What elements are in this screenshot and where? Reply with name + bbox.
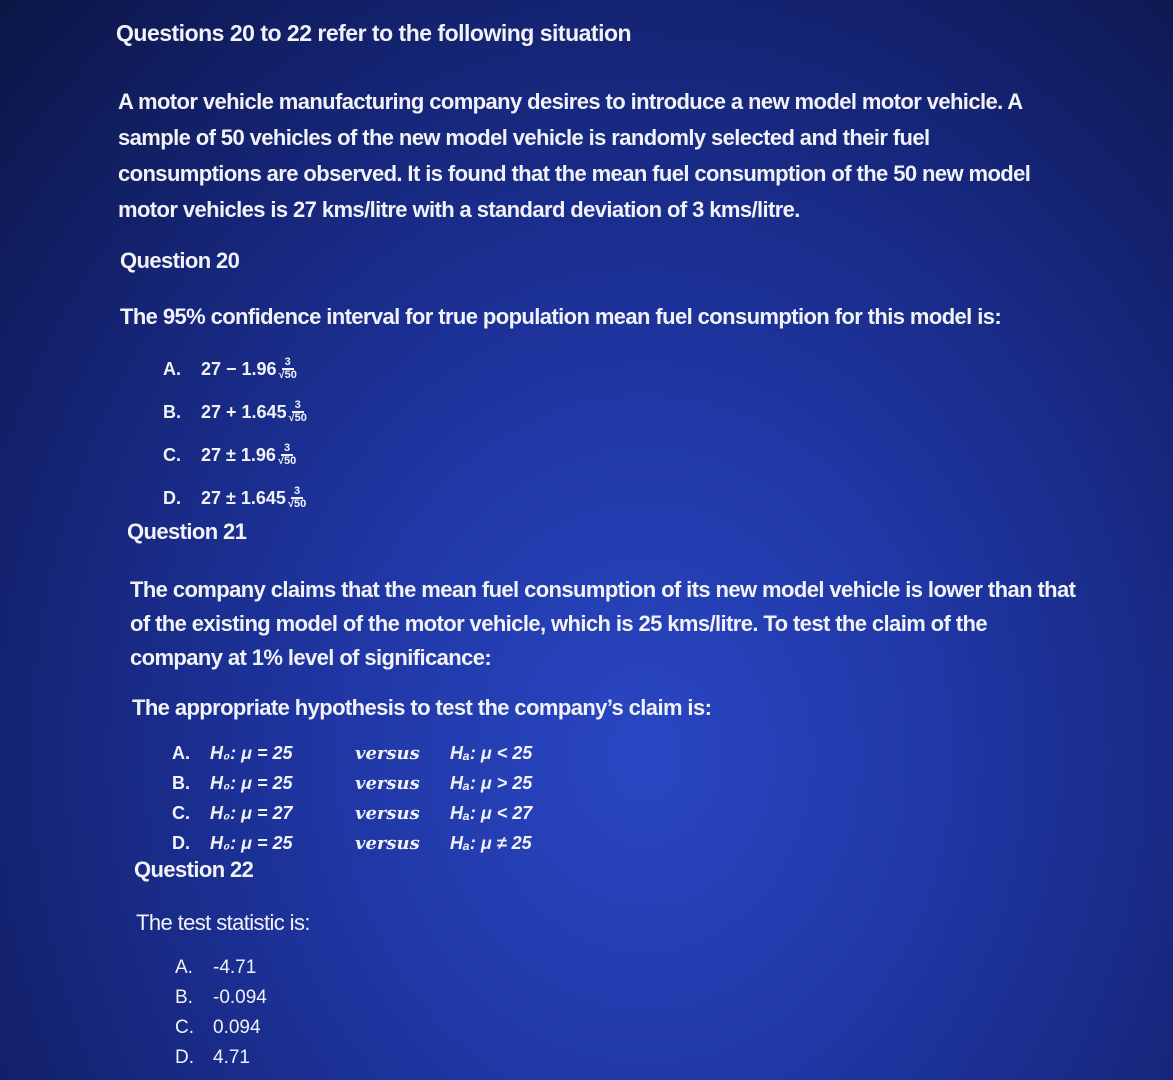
fraction-denominator: √50 — [277, 455, 297, 467]
q21-option-b[interactable] — [172, 773, 532, 794]
q22-option-d[interactable] — [175, 1047, 250, 1069]
option-letter: C. — [175, 1017, 194, 1038]
scenario-line: sample of 50 vehicles of the new model vehicle is randomly selected and their fuel — [118, 125, 930, 150]
question-22-prompt: The test statistic is: — [136, 910, 310, 935]
option-letter: D. — [163, 487, 181, 508]
q22-option-b[interactable] — [175, 987, 267, 1009]
claim-line: The company claims that the mean fuel consumption of its new model vehicle is lower than that — [130, 577, 1076, 602]
versus-label: versus — [355, 803, 420, 824]
option-letter: D. — [172, 833, 190, 853]
option-letter: C. — [163, 444, 181, 465]
claim-line: company at 1% level of significance: — [130, 645, 492, 670]
alt-hypothesis: Hₐ: μ < 27 — [450, 803, 533, 823]
option-letter: A. — [172, 743, 190, 763]
option-expression: 27 ± 1.96 — [201, 444, 276, 465]
q21-option-a[interactable] — [172, 743, 532, 764]
scenario-line: motor vehicles is 27 kms/litre with a standard deviation of 3 kms/litre. — [118, 197, 800, 222]
fraction-numerator: 3 — [292, 400, 304, 413]
fraction-numerator: 3 — [281, 443, 293, 456]
fraction-denominator: √50 — [288, 412, 307, 424]
q20-option-c[interactable] — [163, 443, 296, 467]
alt-hypothesis: Hₐ: μ ≠ 25 — [450, 833, 532, 853]
option-expression: 27 − 1.96 — [201, 358, 277, 379]
versus-label: versus — [355, 773, 420, 794]
versus-label: versus — [355, 743, 420, 764]
option-letter: B. — [163, 401, 181, 422]
fraction — [278, 443, 296, 467]
option-letter: B. — [175, 987, 193, 1008]
null-hypothesis: H₀: μ = 27 — [210, 803, 293, 823]
null-hypothesis: H₀: μ = 25 — [210, 833, 293, 853]
fraction — [288, 486, 306, 510]
q20-option-d[interactable] — [163, 486, 306, 510]
question-22-title: Question 22 — [134, 857, 254, 882]
question-21-title: Question 21 — [127, 519, 247, 544]
q20-option-b[interactable] — [163, 400, 307, 424]
null-hypothesis: H₀: μ = 25 — [210, 743, 293, 763]
q21-option-c[interactable] — [172, 803, 532, 824]
q20-option-a[interactable] — [163, 357, 297, 381]
question-20-prompt: The 95% confidence interval for true population mean fuel consumption for this model is: — [120, 304, 1002, 329]
fraction-denominator: √50 — [278, 369, 297, 381]
fraction — [289, 400, 307, 424]
option-letter: A. — [175, 957, 193, 978]
section-heading: Questions 20 to 22 refer to the following situation — [116, 20, 632, 46]
fraction-numerator: 3 — [282, 357, 294, 370]
scenario-line: A motor vehicle manufacturing company desires to introduce a new model motor vehicle. A — [118, 89, 1023, 114]
option-letter: D. — [175, 1047, 194, 1068]
scenario-line: consumptions are observed. It is found that the mean fuel consumption of the 50 new model — [118, 161, 1031, 186]
option-letter: C. — [172, 803, 190, 823]
option-letter: B. — [172, 773, 190, 793]
option-value: 0.094 — [213, 1017, 261, 1038]
versus-label: versus — [355, 833, 420, 854]
q22-option-c[interactable] — [175, 1017, 261, 1039]
option-value: 4.71 — [213, 1047, 250, 1068]
option-expression: 27 ± 1.645 — [201, 487, 286, 508]
option-expression: 27 + 1.645 — [201, 401, 287, 422]
claim-line: of the existing model of the motor vehicle, which is 25 kms/litre. To test the claim of the — [130, 611, 987, 636]
fraction — [279, 357, 297, 381]
fraction-numerator: 3 — [291, 486, 303, 499]
alt-hypothesis: Hₐ: μ > 25 — [450, 773, 533, 793]
fraction-denominator: √50 — [287, 498, 307, 510]
alt-hypothesis: Hₐ: μ < 25 — [450, 743, 533, 763]
null-hypothesis: H₀: μ = 25 — [210, 773, 293, 793]
q21-option-d[interactable] — [172, 833, 532, 854]
option-value: -0.094 — [213, 987, 267, 1008]
option-letter: A. — [163, 358, 181, 379]
question-21-prompt: The appropriate hypothesis to test the company’s claim is: — [132, 695, 712, 720]
option-value: -4.71 — [213, 957, 257, 978]
q22-option-a[interactable] — [175, 957, 256, 979]
question-20-title: Question 20 — [120, 248, 240, 273]
